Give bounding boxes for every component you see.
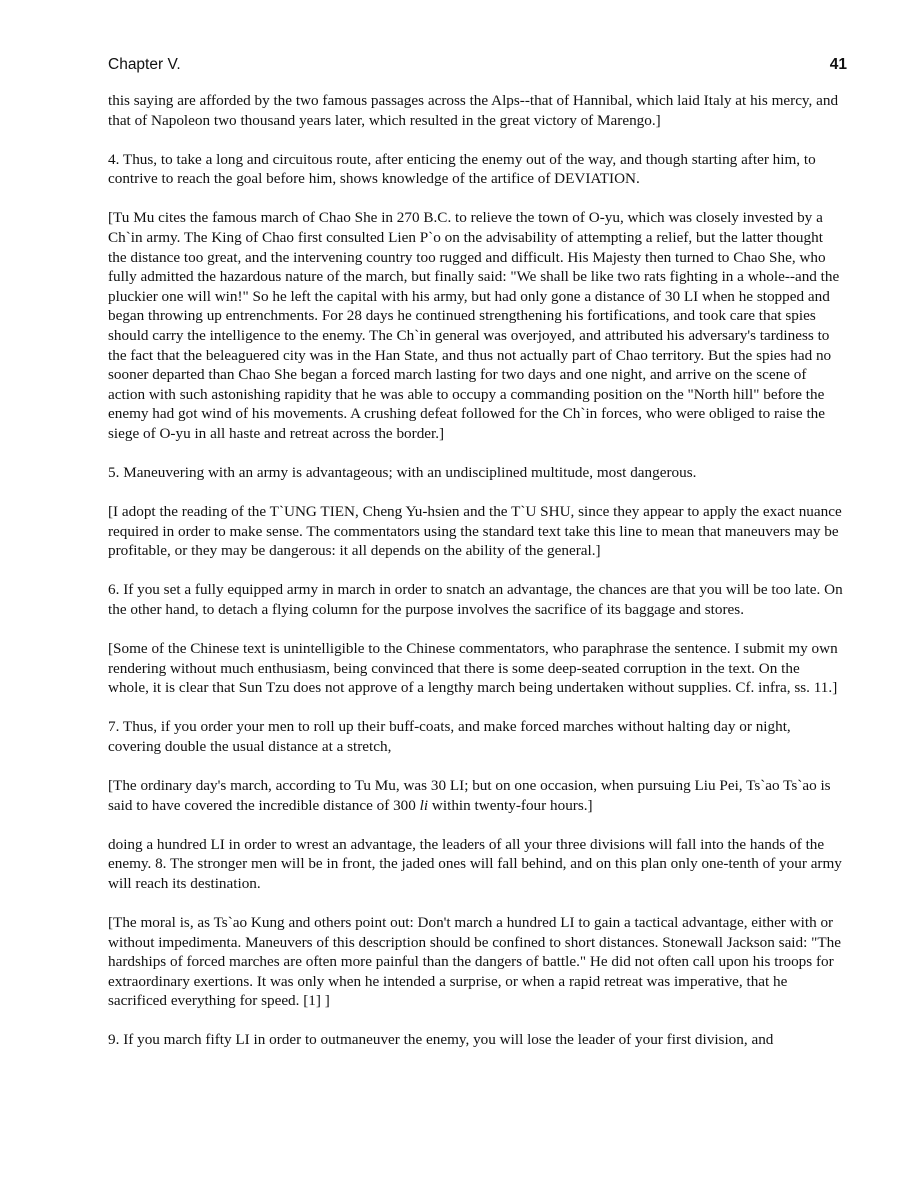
paragraph-4: 5. Maneuvering with an army is advantageous; with an undisciplined multitude, most dangerous. [108,464,697,481]
paragraph-1: this saying are afforded by the two famous passages across the Alps--that of Hannibal, which laid Italy at his mercy, and that of Napoleon two thousand years later, which resulted in the great victory of Marengo.] [108,92,839,129]
page-header [108,56,847,78]
paragraph-7: [Some of the Chinese text is unintelligible to the Chinese commentators, who paraphrase the sentence. I submit my own rendering without much enthusiasm, being convinced that there is some deep-seated corruption in the text. On the whole, it is clear that Sun Tzu does not approve of a lengthy march being undertaken without supplies. Cf. infra, ss. 11.] [108,640,838,697]
paragraph-8: 7. Thus, if you order your men to roll up their buff-coats, and make forced marches without halting day or night, covering double the usual distance at a stretch, [108,718,791,755]
page-number: 41 [829,56,847,73]
paragraph-5: [I adopt the reading of the T`UNG TIEN, Cheng Yu-hsien and the T`U SHU, since they appear to apply the exact nuance required in order to make sense. The commentators using the standard text take this line to mean that maneuvers may be profitable, or they may be dangerous: it all depends on the ability of the general.] [108,503,842,560]
paragraph-9-text-start: [The ordinary day's march, according to Tu Mu, was 30 LI; but on one occasion, when pursuing Liu Pei, Ts`ao Ts`ao is said to have covered the incredible distance of 300 [108,777,831,814]
chapter-title: Chapter V. [108,56,181,73]
paragraph-6: 6. If you set a fully equipped army in march in order to snatch an advantage, the chances are that you will be too late. On the other hand, to detach a flying column for the purpose involves the sacrifice of its baggage and stores. [108,581,843,618]
paragraph-12: 9. If you march fifty LI in order to outmaneuver the enemy, you will lose the leader of your first division, and [108,1031,774,1049]
paragraph-9-text-end: within twenty-four hours.] [428,796,593,814]
paragraph-9-italic-li: li [419,796,429,814]
paragraph-9 [108,776,843,815]
page-body [108,91,843,1050]
paragraph-10: doing a hundred LI in order to wrest an advantage, the leaders of all your three divisions will fall into the hands of the enemy. 8. The stronger men will be in front, the jaded ones will fall behind, and on this plan only one-tenth of your army will reach its destination. [108,835,842,892]
paragraph-3: [Tu Mu cites the famous march of Chao She in 270 B.C. to relieve the town of O-yu, which was closely invested by a Ch`in army. The King of Chao first consulted Lien P`o on the advisability of attempting a relief, but the latter thought the distance too great, and the intervening country too rugged and difficult. His Majesty then turned to Chao She, who fully admitted the hazardous nature of the march, but finally said: "We shall be like two rats fighting in a whole--and the pluckier one will win!" So he left the capital with his army, but had only gone a distance of 30 LI when he stopped and began throwing up entrenchments. For 28 days he continued strengthening his fortifications, and took care that spies should carry the intelligence to the enemy. The Ch`in general was overjoyed, and attributed his adversary's tardiness to the fact that the beleaguered city was in the Han State, and thus not actually part of Chao territory. But the spies had no sooner departed than Chao She began a forced march lasting for two days and one night, and arrive on the scene of action with such astonishing rapidity that he was able to occupy a commanding position on the "North hill" before the enemy had got wind of his movements. A crushing defeat followed for the Ch`in forces, who were obliged to raise the siege of O-yu in all haste and retreat across the border.] [108,209,840,442]
paragraph-2: 4. Thus, to take a long and circuitous route, after enticing the enemy out of the way, and though starting after him, to contrive to reach the goal before him, shows knowledge of the artifice of DEVIATION. [108,150,816,188]
paragraph-11: [The moral is, as Ts`ao Kung and others point out: Don't march a hundred LI to gain a tactical advantage, either with or without impedimenta. Maneuvers of this description should be confined to short distances. Stonewall Jackson said: "The hardships of forced marches are often more painful than the dangers of battle." He did not often call upon his troops for extraordinary exertions. It was only when he intended a surprise, or when a rapid retreat was imperative, that he sacrificed everything for speed. [1] ] [108,914,841,1010]
